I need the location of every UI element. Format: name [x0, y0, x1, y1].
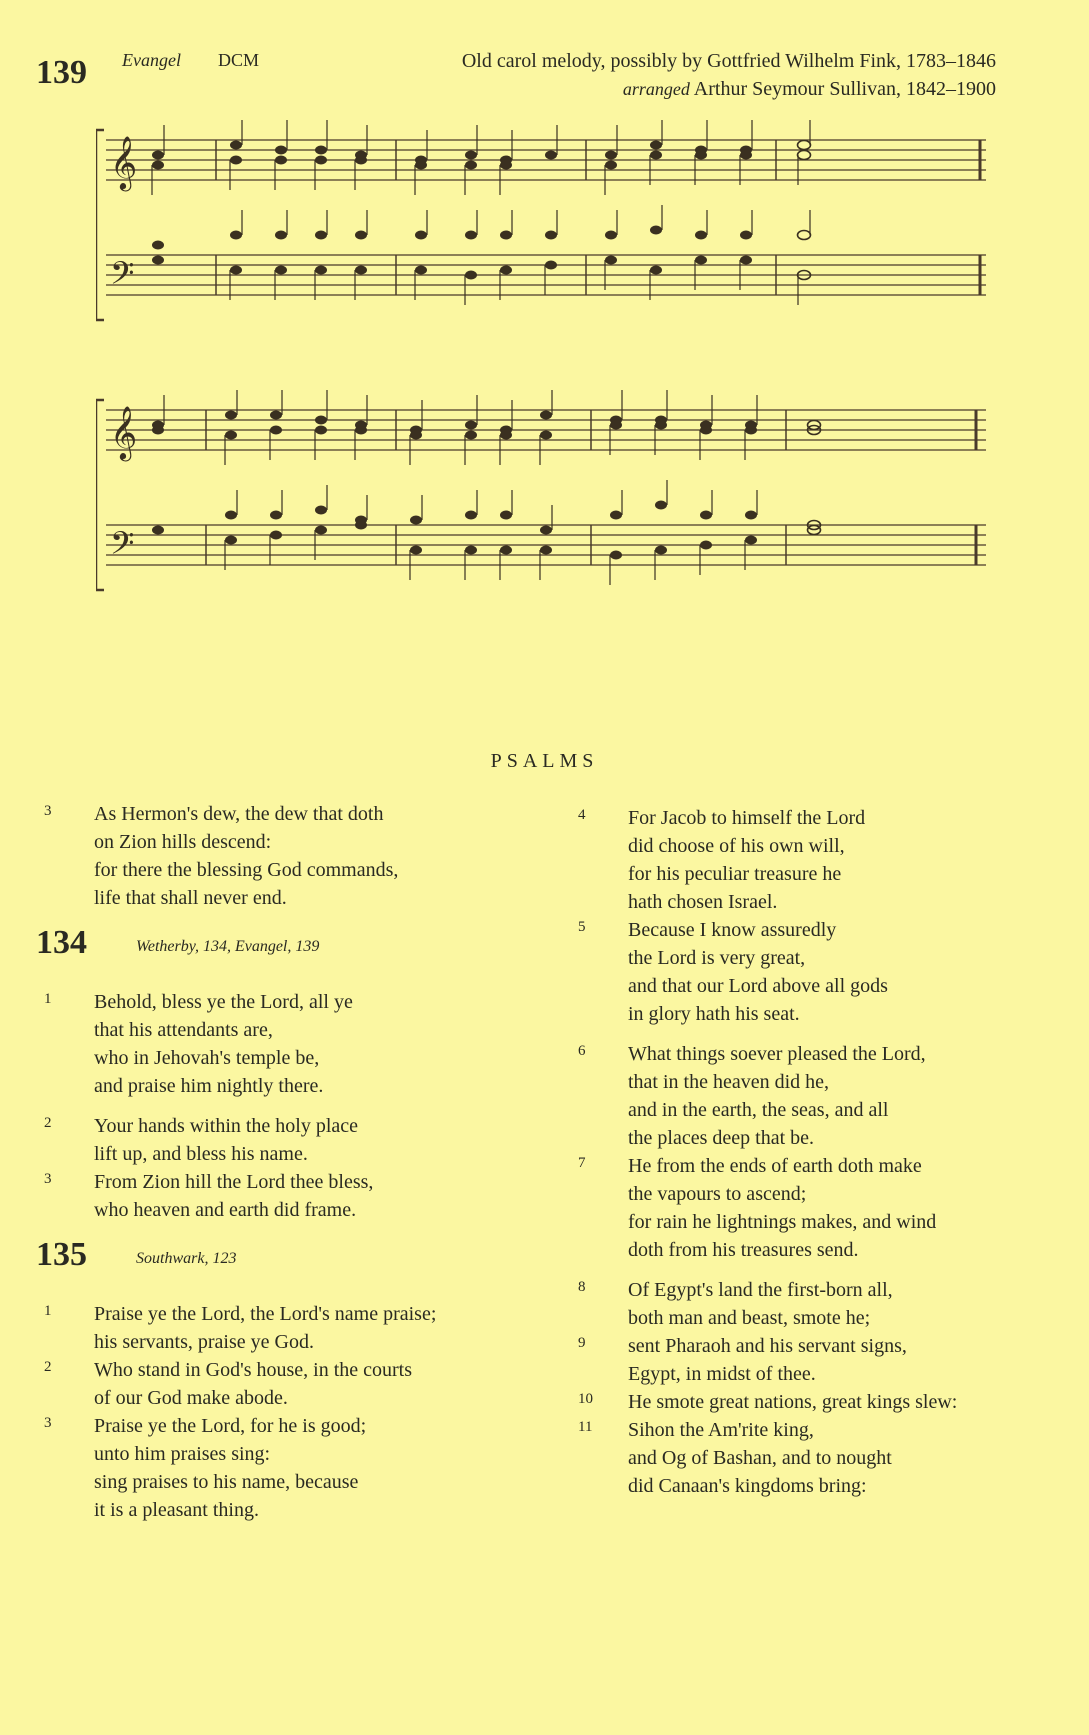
- treble-notes: [152, 411, 757, 440]
- score-system-1: [96, 120, 988, 340]
- verse-number: 3: [44, 1171, 52, 1187]
- meter: DCM: [218, 50, 260, 70]
- lyric-line: the Lord is very great,: [628, 947, 806, 969]
- lyric-line: For Jacob to himself the Lord: [628, 807, 866, 829]
- lyric-line: sing praises to his name, because: [94, 1471, 359, 1493]
- lyric-line: Who stand in God's house, in the courts: [94, 1359, 413, 1381]
- verse-number: 6: [578, 1043, 586, 1059]
- stanza: [36, 1356, 516, 1412]
- arranger-name: Arthur Seymour Sullivan, 1842–1900: [693, 78, 996, 100]
- verse-number: 7: [578, 1155, 586, 1171]
- treble-half-notes: [808, 421, 821, 435]
- lyric-line: of our God make abode.: [94, 1387, 288, 1409]
- tune-name: Evangel: [122, 50, 181, 70]
- stanza: [570, 1040, 1050, 1152]
- lyric-line: it is a pleasant thing.: [94, 1499, 259, 1521]
- lyric-line: and praise him nightly there.: [94, 1075, 324, 1097]
- bass-notes: [152, 501, 757, 560]
- stanza: [36, 1300, 516, 1356]
- psalm-number: 135: [36, 1236, 87, 1273]
- lyric-line: Because I know assuredly: [628, 919, 837, 941]
- hymn-header: [36, 50, 996, 110]
- psalm-tunes: Southwark, 123: [136, 1250, 237, 1267]
- bass-clef-icon: 𝄢: [110, 527, 135, 569]
- lyric-line: who heaven and earth did frame.: [94, 1199, 357, 1221]
- lyric-line: that in the heaven did he,: [628, 1071, 830, 1093]
- lyric-line: his servants, praise ye God.: [94, 1331, 314, 1353]
- verse-number: 1: [44, 1303, 52, 1319]
- verse-number: 11: [578, 1419, 593, 1435]
- lyric-line: both man and beast, smote he;: [628, 1307, 871, 1329]
- lyric-line: sent Pharaoh and his servant signs,: [628, 1335, 907, 1357]
- music-system-1: [96, 120, 988, 340]
- verse-number: 8: [578, 1279, 586, 1295]
- stanza: [570, 1416, 1050, 1500]
- bass-stems: [225, 480, 757, 585]
- stanza: [36, 800, 516, 912]
- lyric-line: who in Jehovah's temple be,: [94, 1047, 320, 1069]
- lyric-line: Egypt, in midst of thee.: [628, 1363, 816, 1385]
- stanza: [570, 804, 1050, 916]
- lyric-line: the vapours to ascend;: [628, 1183, 807, 1205]
- left-column: [36, 800, 516, 1536]
- treble-clef-icon: 𝄞: [110, 407, 138, 458]
- lyric-line: in glory hath his seat.: [628, 1003, 800, 1025]
- verse-number: 3: [44, 803, 52, 819]
- lyric-line: As Hermon's dew, the dew that doth: [94, 803, 384, 825]
- lyric-line: for his peculiar treasure he: [628, 863, 842, 885]
- lyric-line: doth from his treasures send.: [628, 1239, 859, 1261]
- right-column: [570, 804, 1050, 1512]
- lyric-line: unto him praises sing:: [94, 1443, 271, 1465]
- score-system-2: [96, 390, 988, 610]
- lyric-line: Praise ye the Lord, for he is good;: [94, 1415, 367, 1437]
- verse-number: 3: [44, 1415, 52, 1431]
- lyric-line: Praise ye the Lord, the Lord's name praise;: [94, 1303, 437, 1325]
- system-brace: [96, 400, 104, 590]
- verse-number: 1: [44, 991, 52, 1007]
- verse-number: 2: [44, 1115, 52, 1131]
- stanza: [36, 1168, 516, 1224]
- lyric-line: From Zion hill the Lord thee bless,: [94, 1171, 374, 1193]
- lyric-line: What things soever pleased the Lord,: [628, 1043, 926, 1065]
- verse-number: 10: [578, 1391, 593, 1407]
- bass-half-notes: [808, 521, 821, 535]
- stanza: [36, 988, 516, 1100]
- lyric-line: Your hands within the holy place: [94, 1115, 359, 1137]
- hymn-number: 139: [36, 54, 87, 91]
- lyric-line: He from the ends of earth doth make: [628, 1155, 922, 1177]
- verse-number: 5: [578, 919, 586, 935]
- psalm-135-heading: [36, 1236, 516, 1292]
- stanza: [570, 916, 1050, 1028]
- lyric-line: did Canaan's kingdoms bring:: [628, 1475, 867, 1497]
- arranger-credit: [623, 78, 996, 101]
- psalm-134-heading: [36, 924, 516, 980]
- section-title: PSALMS: [490, 750, 599, 772]
- lyric-line: on Zion hills descend:: [94, 831, 272, 853]
- verse-number: 9: [578, 1335, 586, 1351]
- arranged-label: arranged: [622, 79, 690, 99]
- stanza: [36, 1112, 516, 1168]
- lyric-line: lift up, and bless his name.: [94, 1143, 308, 1165]
- music-system-2: [96, 390, 988, 610]
- lyric-line: Of Egypt's land the first-born all,: [628, 1279, 893, 1301]
- lyric-line: hath chosen Israel.: [628, 891, 778, 913]
- barlines: [216, 140, 980, 295]
- verse-number: 4: [578, 807, 586, 823]
- stanza: [570, 1276, 1050, 1332]
- lyric-line: for there the blessing God commands,: [94, 859, 399, 881]
- treble-stems: [164, 390, 757, 465]
- psalm-tunes: Wetherby, 134, Evangel, 139: [136, 938, 320, 955]
- lyric-line: did choose of his own will,: [628, 835, 845, 857]
- lyric-line: He smote great nations, great kings slew:: [628, 1391, 958, 1413]
- stanza: [36, 1412, 516, 1524]
- psalm-number: 134: [36, 924, 87, 961]
- lyric-line: life that shall never end.: [94, 887, 287, 909]
- lyric-line: Behold, bless ye the Lord, all ye: [94, 991, 353, 1013]
- stanza: [570, 1332, 1050, 1388]
- verse-number: 2: [44, 1359, 52, 1375]
- lyric-line: Sihon the Am'rite king,: [628, 1419, 814, 1441]
- stanza: [570, 1152, 1050, 1264]
- stanza: [570, 1388, 1050, 1416]
- lyric-line: the places deep that be.: [628, 1127, 815, 1149]
- lyric-line: and that our Lord above all gods: [628, 975, 888, 997]
- lyric-line: and in the earth, the seas, and all: [628, 1099, 889, 1121]
- bass-staff: [106, 255, 986, 295]
- lyric-line: and Og of Bashan, and to nought: [628, 1447, 892, 1469]
- bass-clef-icon: 𝄢: [110, 257, 135, 299]
- treble-clef-icon: 𝄞: [110, 137, 138, 188]
- lyric-line: that his attendants are,: [94, 1019, 273, 1041]
- composer-credit: Old carol melody, possibly by Gottfried Wilhelm Fink, 1783–1846: [461, 50, 996, 72]
- treble-stems: [152, 120, 810, 195]
- lyric-line: for rain he lightnings makes, and wind: [628, 1211, 937, 1233]
- system-brace: [96, 130, 104, 320]
